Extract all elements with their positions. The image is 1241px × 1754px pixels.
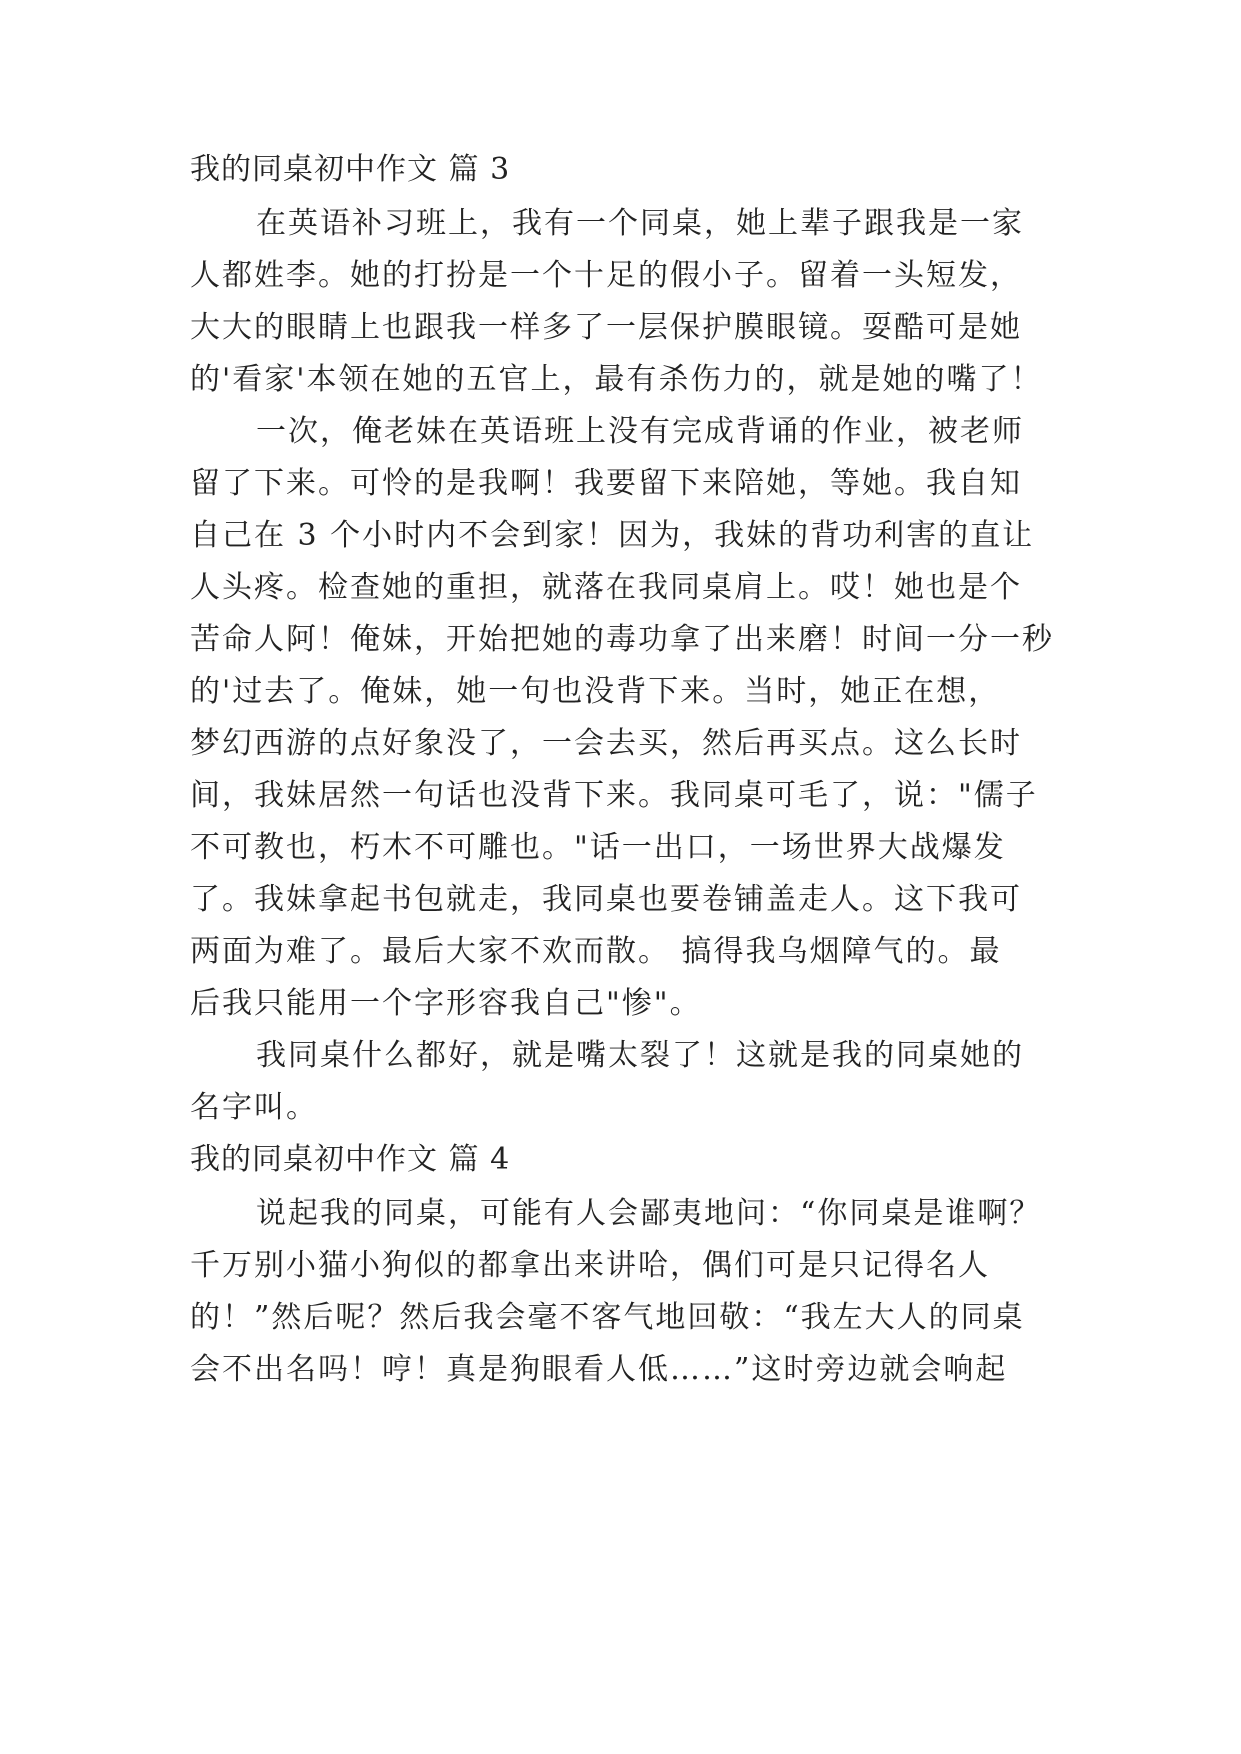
section-heading-3: 我的同桌初中作文 篇 3 bbox=[190, 152, 511, 187]
text-line: 后我只能用一个字形容我自己"惨"。 bbox=[190, 986, 702, 1021]
text-line: 千万别小猫小狗似的都拿出来讲哈，偶们可是只记得名人 bbox=[190, 1248, 990, 1283]
text-line: 留了下来。可怜的是我啊！我要留下来陪她，等她。我自知 bbox=[190, 466, 1022, 501]
text-line: 名字叫。 bbox=[190, 1090, 318, 1125]
text-line: 我同桌什么都好，就是嘴太裂了！这就是我的同桌她的 bbox=[256, 1038, 1024, 1073]
text-line: 人头疼。检查她的重担，就落在我同桌肩上。哎！她也是个 bbox=[190, 570, 1022, 605]
text-line: 自己在 3 个小时内不会到家！因为，我妹的背功利害的直让 bbox=[190, 518, 1035, 553]
text-line: 了。我妹拿起书包就走，我同桌也要卷铺盖走人。这下我可 bbox=[190, 882, 1022, 917]
text-line: 苦命人阿！俺妹，开始把她的毒功拿了出来磨！时间一分一秒 bbox=[190, 622, 1054, 657]
section-heading-4: 我的同桌初中作文 篇 4 bbox=[190, 1142, 511, 1177]
text-line: 梦幻西游的点好象没了，一会去买，然后再买点。这么长时 bbox=[190, 726, 1022, 761]
text-line: 一次，俺老妹在英语班上没有完成背诵的作业，被老师 bbox=[256, 414, 1024, 449]
text-line: 间，我妹居然一句话也没背下来。我同桌可毛了，说："儒子 bbox=[190, 778, 1038, 813]
text-line: 人都姓李。她的打扮是一个十足的假小子。留着一头短发， bbox=[190, 258, 1022, 293]
text-line: 说起我的同桌，可能有人会鄙夷地问：“你同桌是谁啊？ bbox=[256, 1196, 1042, 1231]
text-line: 不可教也，朽木不可雕也。"话一出口，一场世界大战爆发 bbox=[190, 830, 1006, 865]
text-line: 的'过去了。俺妹，她一句也没背下来。当时，她正在想， bbox=[190, 674, 1001, 709]
text-line: 在英语补习班上，我有一个同桌，她上辈子跟我是一家 bbox=[256, 206, 1024, 241]
text-line: 两面为难了。最后大家不欢而散。 搞得我乌烟障气的。最 bbox=[190, 934, 1002, 969]
text-line: 大大的眼睛上也跟我一样多了一层保护膜眼镜。耍酷可是她 bbox=[190, 310, 1022, 345]
text-line: 会不出名吗！哼！真是狗眼看人低……”这时旁边就会响起 bbox=[190, 1352, 1008, 1387]
text-line: 的'看家'本领在她的五官上，最有杀伤力的，就是她的嘴了！ bbox=[190, 362, 1043, 397]
text-line: 的！”然后呢？然后我会毫不客气地回敬：“我左大人的同桌 bbox=[190, 1300, 1025, 1335]
